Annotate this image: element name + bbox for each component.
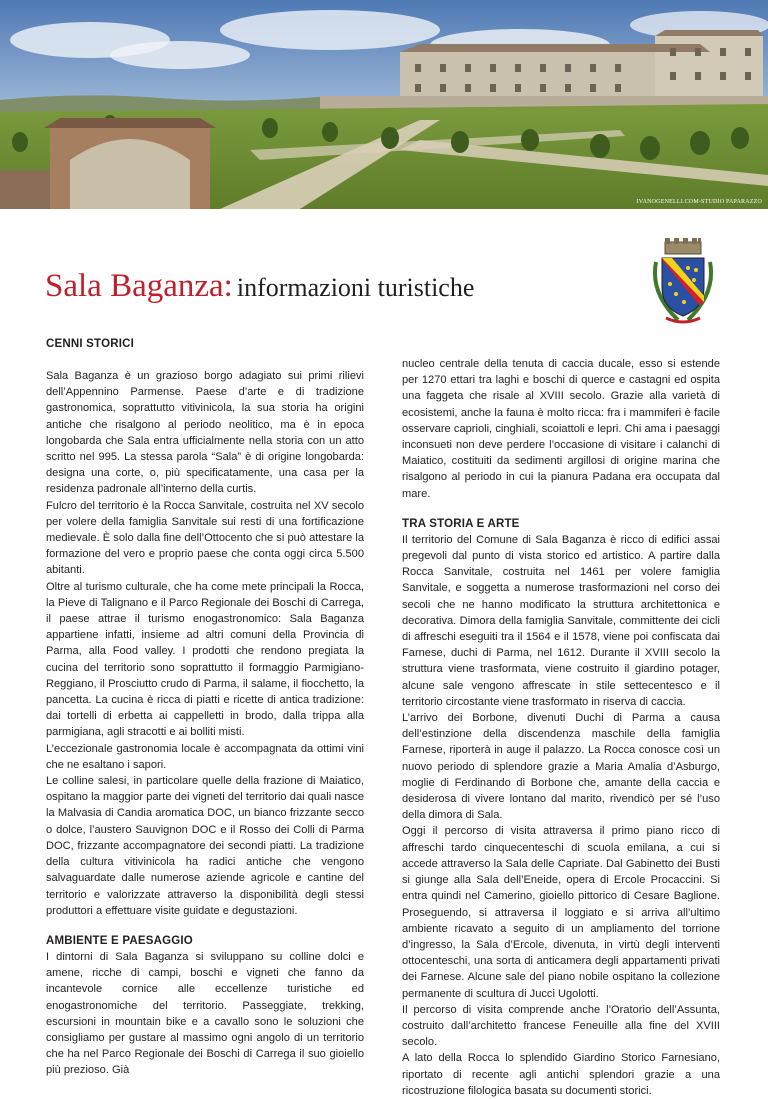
history-paragraph: L’eccezionale gastronomia locale è accompagnata da ottimi vini che ne esaltano i sapori. [46,742,364,771]
environment-paragraph: I dintorni di Sala Baganza si sviluppano su colline dolci e amene, ricche di campi, boschi e vigneti che fanno da incantevole cornice alle eccellenze turistiche ed enogastronomiche del territorio. Passeggiate, trekking, escursioni in mountain bike e a cavallo sono le soluzioni che consigliamo per gustare al massimo ogni angolo di un territorio che ha nel Parco Regionale dei Boschi di Carrega il suo gioiello più prezioso. Già [46,950,364,1077]
art-paragraph: A lato della Rocca lo splendido Giardino Storico Farnesiano, riportato di recente agli antichi splendori grazie a una ricostruzione filologica basata su documenti storici. [402,1052,720,1097]
history-paragraph: Sala Baganza è un grazioso borgo adagiato sui primi rilievi dell’Appennino Parmense. Paese d’arte e di tradizione gastronomica, soprattutto vitivinicola, la sua storia ha origini antiche che risalgono al periodo neolitico, ma è in epoca longobarda che Sala entra ufficialmente nella storia con un atto scritto nel 995. La stessa parola “Sala” è di origine longobarda: designa una corte, o, più specificatamente, una casa per la residenza padronale all’interno della curtis. [46,370,364,496]
art-paragraph: Oggi il percorso di visita attraversa il primo piano ricco di affreschi tardo cinquecenteschi di scuola emilana, a cui si accede attraverso la Sala delle Capriate. Dal Gabinetto dei Busti si giunge alla Sala dell’Eneide, opera di Ercole Procaccini. Si entra quindi nel Camerino, gioiello pittorico di Cesare Baglione. Proseguendo, si attraversa il loggiato e si arriva all’ultimo ambiente ricavato a seguito di un ampliamento del torrione d’ingresso, la Sala d’Ercole, divenuta, in virtù degli interventi ottocenteschi, una sorta di anticamera degli appartamenti privati dei Farnese. Alcune sale del piano nobile ospitano la collezione permanente di scultura di Jucci Ugolotti. [402,825,720,1000]
coat-of-arms-icon [648,238,718,326]
hero-photo [0,0,768,209]
section-heading-environment: AMBIENTE E PAESAGGIO [46,934,193,947]
history-paragraph: Fulcro del territorio è la Rocca Sanvitale, costruita nel XV secolo per volere della famiglia Sanvitale sui resti di una fortificazione medievale. È solo dalla fine dell’Ottocento che si può attestare la formazione del vero e proprio paese che conta oggi circa 5.500 abitanti. [46,499,364,577]
photo-credit: IVANOGENELLI.COM-STUDIO PAPARAZZO [636,199,762,205]
castle-garden-photo [0,0,768,209]
page-title [45,268,474,305]
history-paragraph: Le colline salesi, in particolare quelle della frazione di Maiatico, ospitano la maggior parte dei vigneti del territorio dai quali nasce la Malvasia di Candia aromatica DOC, un bianco frizzante secco o dolce, l’austero Sauvignon DOC e il Rosso dei Colli di Parma DOC, frizzante accompagnatore dei secondi piatti. La tradizione della cultura vitivinicola ha radici antiche che vengono salvaguardate dalle numerose aziende agricole e cantine del territorio e valorizzate attraverso la disponibilità degli stessi produttori a effettuare visite guidate e degustazioni. [46,775,364,917]
title-subtitle: informazioni turistiche [236,273,475,302]
title-place: Sala Baganza: [45,268,233,304]
environment-paragraph-continued: nucleo centrale della tenuta di caccia ducale, esso si estende per 1270 ettari tra laghi e boschi di querce e castagni ed ospita una faggeta che risale al XVIII secolo. Grazie alla varietà di ecosistemi, anche la fauna è molto ricca: fra i mammiferi è facile osservare caprioli, cinghiali, scoiattoli e lepri. Chi ama i paesaggi inconsueti non deve perdere l’occasione di visitare i calanchi di Maiatico, costituiti da sedimenti argillosi di origine marina che risalgono al periodo in cui la pianura Padana era occupata dal mare. [402,358,720,500]
section-heading-history: CENNI STORICI [46,338,135,350]
right-column [402,356,720,1099]
section-heading-art: TRA STORIA E ARTE [402,517,520,530]
left-column [46,336,364,1079]
art-paragraph: Il percorso di visita comprende anche l’Oratorio dell’Assunta, costruito dall’architetto francese Feneuille alla fine del XVIII secolo. [402,1003,720,1049]
art-paragraph: L’arrivo dei Borbone, divenuti Duchi di Parma a causa dell’estinzione della discendenza maschile della famiglia Farnese, riporterà in auge il palazzo. La Rocca conosce così un nuovo periodo di splendore grazie a Maria Amalia d’Asburgo, moglie di Ferdinando di Borbone che, amante della caccia e desiderosa di vivere lontano dal marito, rivendicò per sé l’uso della dimora di Sala. [402,712,720,822]
art-paragraph: Il territorio del Comune di Sala Baganza è ricco di edifici assai pregevoli dal punto di vista storico ed artistico. A partire dalla Rocca Sanvitale, costruita nel 1461 per volere famiglia Sanvitale, e soggetta a numerose trasformazioni nel corso dei secoli che ne hanno modificato la struttura architettonica e decorativa. Dimora della famiglia Sanvitale, committente dei cicli di affreschi eseguiti tra il 1564 e il 1578, viene poi confiscata dai Farnese, duchi di Parma, nel 1612. Durante il XVIII secolo la struttura viene trasformata, viene costruito il giardino potager, alcune sale vengono affrescate in stile settecentesco e il territorio circostante viene trasformato in riserva di caccia. [402,533,720,708]
history-paragraph: Oltre al turismo culturale, che ha come mete principali la Rocca, la Pieve di Talignano e il Parco Regionale dei Boschi di Carrega, il paese attrae il turismo enogastronomico: Sala Baganza appartiene infatti, insieme ad altri comuni della Provincia di Parma, alla Food valley. I prodotti che rendono pregiata la cucina del territorio sono soprattutto il formaggio Parmigiano-Reggiano, il Prosciutto crudo di Parma, il salame, il fiocchetto, la pancetta. La cucina è ricca di piatti e ricette di antica tradizione: dai tortelli di erbetta ai cappelletti in brodo, dalla trippa alla parmigiana, agli stracotti e ai bolliti misti. [46,580,364,739]
